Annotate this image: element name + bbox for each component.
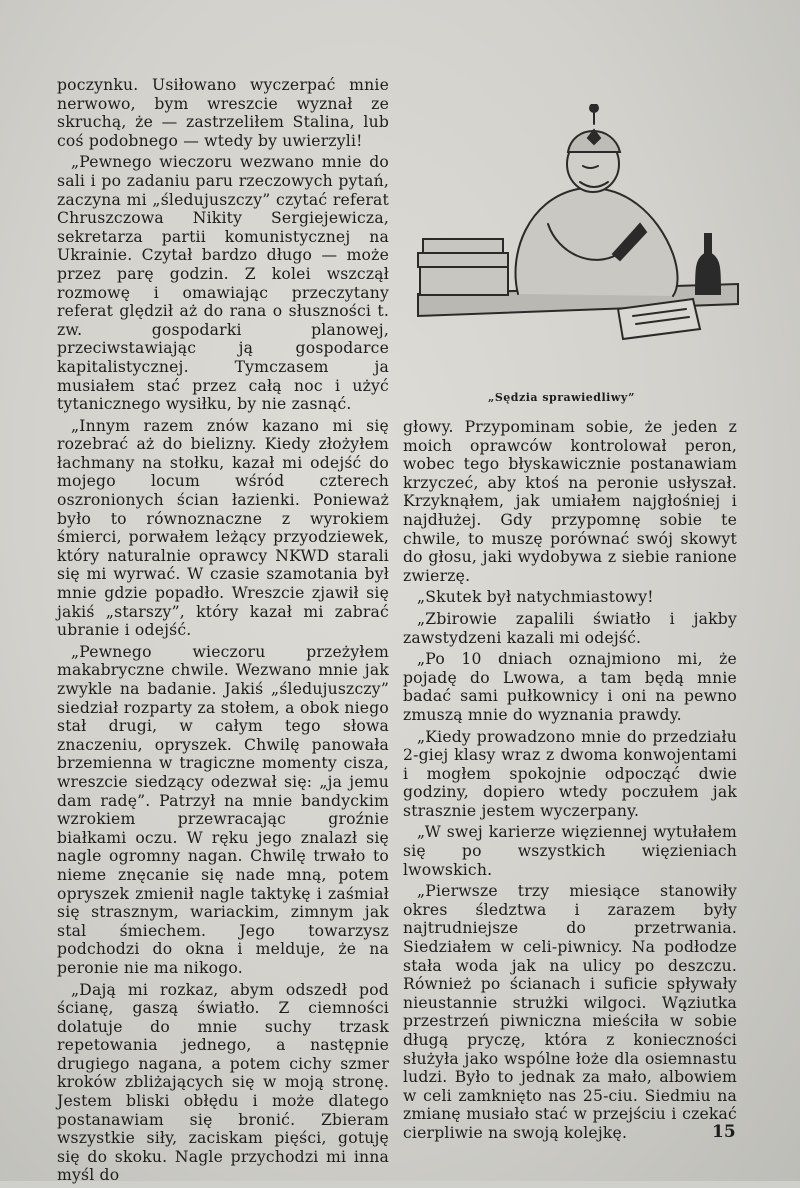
paragraph: „Innym razem znów kazano mi się rozebrać aż do bielizny. Kiedy złożyłem łachmany na stołku, kazał mi odejść do mojego locum wśród czterech oszronionych ścian łazienki. Ponieważ było to równoznaczne z wyrokiem śmierci, porwałem leżący przyodziewek, który naturalnie oprawcy NKWD starali się mi wyrwać. W czasie szamotania był mnie gdzie popadło. Wreszcie zjawił się jakiś „starszy”, który kazał mi zabrać ubranie i odejść. <box>57 416 389 640</box>
cartoon-judge-illustration <box>408 104 748 374</box>
right-column <box>403 418 737 1146</box>
left-column <box>57 76 389 1188</box>
paragraph: „Pewnego wieczoru wezwano mnie do sali i po zadaniu paru rzeczowych pytań, zaczyna mi „śledujuszczy” czytać referat Chruszczowa Nikity Sergiejewicza, sekretarza partii komunistycznej na Ukrainie. Czytał bardzo długo — może przez parę godzin. Z kolei wszczął rozmowę i omawiając przeczytany referat ględził aż do rana o słuszności t. zw. gospodarki planowej, przeciwstawiając ją gospodarce kapitalistycznej. Tymczasem ja musiałem stać przez całą noc i użyć tytanicznego wysiłku, by nie zasnąć. <box>57 153 389 414</box>
paragraph: „W swej karierze więziennej wytułałem się po wszystkich więzieniach lwowskich. <box>403 823 737 879</box>
paragraph: głowy. Przypominam sobie, że jeden z moich oprawców kontrolował peron, wobec tego błyskawicznie postanawiam krzyczeć, aby ktoś na peronie usłyszał. Krzyknąłem, jak umiałem najgłośniej i najdłużej. Gdy przypomnę sobie te chwile, to muszę porównać swój skowyt do głosu, jaki wydobywa z siebie ranione zwierzę. <box>403 418 737 585</box>
illustration-caption: „Sędzia sprawiedliwy” <box>488 391 635 404</box>
paragraph: poczynku. Usiłowano wyczerpać mnie nerwowo, bym wreszcie wyznał ze skruchą, że — zastrzeliłem Stalina, lub coś podobnego — wtedy by uwierzyli! <box>57 76 389 150</box>
paragraph: „Pewnego wieczoru przeżyłem makabryczne chwile. Wezwano mnie jak zwykle na badanie. Jakiś „śledujuszczy” siedział rozparty za stołem, a obok niego stał drugi, w całym tego słowa znaczeniu, opryszek. Chwilę panowała brzemienna w tragiczne momenty cisza, wreszcie siedzący odezwał się: „ja jemu dam radę”. Patrzył na mnie bandyckim wzrokiem przewracając groźnie białkami oczu. W ręku jego znalazł się nagle ogromny nagan. Chwilę trwało to nieme znęcanie się nade mną, potem opryszek zmienił nagle taktykę i zaśmiał się strasznym, wariackim, zimnym jak stal śmiechem. Jego towarzysz podchodzi do okna i melduje, że na peronie nie ma nikogo. <box>57 642 389 977</box>
paragraph: „Kiedy prowadzono mnie do przedziału 2-giej klasy wraz z dwoma konwojentami i mogłem spokojnie odpocząć dwie godziny, dopiero wtedy poczułem jak strasznie jestem wyczerpany. <box>403 727 737 820</box>
page-number: 15 <box>712 1122 736 1142</box>
paragraph: „Skutek był natychmiastowy! <box>417 588 654 607</box>
paragraph: „Zbirowie zapalili światło i jakby zawstydzeni kazali mi odejść. <box>403 609 737 647</box>
paragraph: „Po 10 dniach oznajmiono mi, że pojadę do Lwowa, a tam będą mnie badać sami pułkownicy i oni na pewno zmuszą mnie do wyznania prawdy. <box>403 650 737 724</box>
paragraph: „Dają mi rozkaz, abym odszedł pod ścianę, gaszą światło. Z ciemności dolatuje do mnie suchy trzask repetowania jednego, a następnie drugiego nagana, a potem cichy szmer kroków zbliżających się w moją stronę. Jestem bliski obłędu i może dlatego postanawiam się bronić. Zbieram wszystkie siły, zaciskam pięści, gotuję się do skoku. Nagle przychodzi mi inna myśl do <box>57 980 389 1185</box>
paragraph: „Pierwsze trzy miesiące stanowiły okres śledztwa i zarazem były najtrudniejsze do przetrwania. Siedziałem w celi-piwnicy. Na podłodze stała woda jak na ulicy po deszczu. Również po ścianach i suficie spływały nieustannie strużki wilgoci. Wąziutka przestrzeń piwniczna mieściła w sobie długą pryczę, która z konieczności służyła jako wspólne łoże dla osiemnastu ludzi. Było to jednak za mało, albowiem w celi zamknięto nas 25-ciu. Siedmiu na zmianę musiało stać w przejściu i czekać cierpliwie na swoją kolejkę. <box>403 882 737 1142</box>
